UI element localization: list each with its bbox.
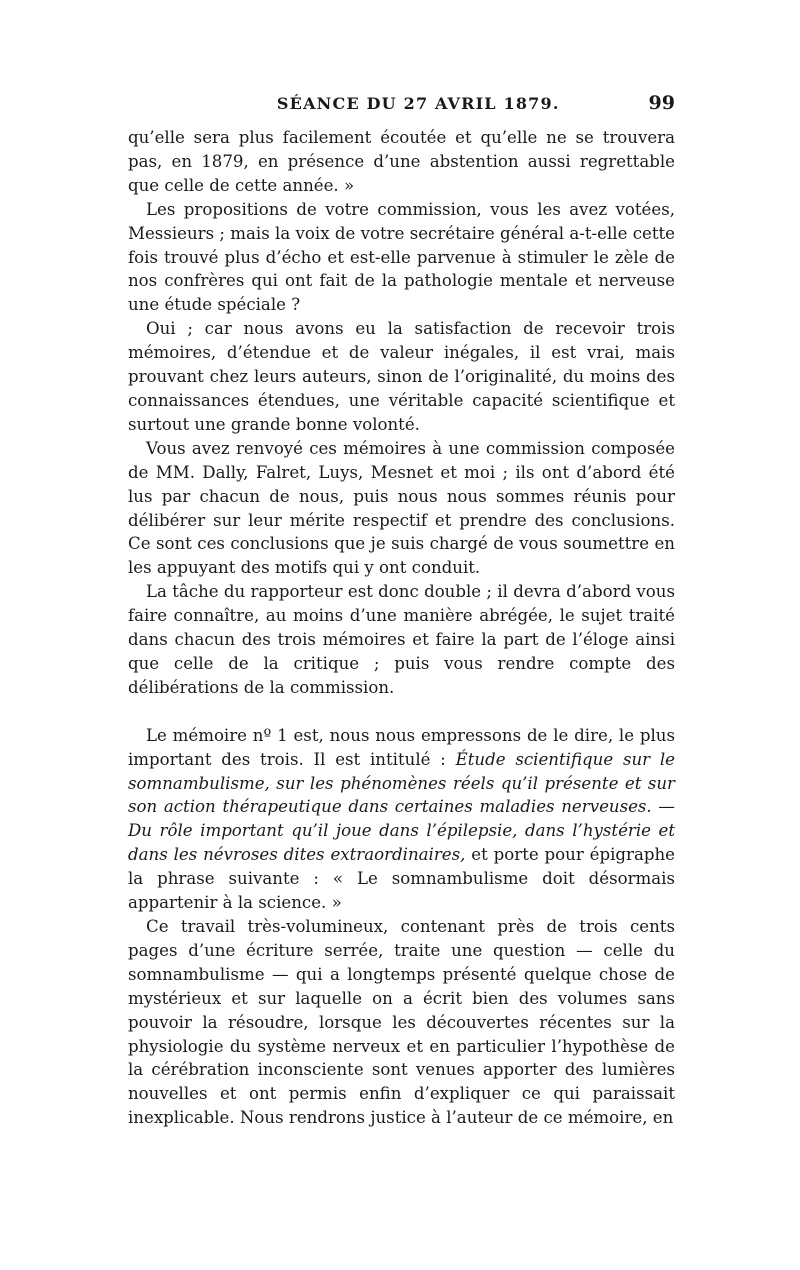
page-number: 99 <box>648 92 675 114</box>
page-header <box>128 92 675 122</box>
paragraph: Le mémoire nº 1 est, nous nous empressons de le dire, le plus important des trois. Il est intitulé : Étude scientifique sur le somnambulisme, sur les phénomènes réels qu’il présente et sur son action thérapeutique dans certaines maladies nerveuses. — Du rôle important qu’il joue dans l’épilepsie, dans l’hystérie et dans les névroses dites extraordinaires, et porte pour épigraphe la phrase suivante : « Le somnambulisme doit désormais appartenir à la science. » <box>128 725 675 913</box>
book-page <box>128 92 675 1130</box>
paragraph: La tâche du rapporteur est donc double ; il devra d’abord vous faire connaître, au moins d’une manière abrégée, le sujet traité dans chacun des trois mémoires et faire la part de l’éloge ainsi que celle de la critique ; puis vous rendre compte des délibérations de la commission. <box>128 582 675 697</box>
memoir-title-italic: Étude scientifique sur le somnambulisme, sur les phénomènes réels qu’il présente et sur son action thérapeutique dans certaines maladies nerveuses. — Du rôle important qu’il joue dans l’épilepsie, dans l’hystérie et dans les névroses dites extraordinaires, <box>128 749 675 865</box>
running-title: SÉANCE DU 27 AVRIL 1879. <box>276 94 560 113</box>
paragraph: qu’elle sera plus facilement écoutée et qu’elle ne se trouvera pas, en 1879, en présence d’une abstention aussi regrettable que celle de cette année. » <box>128 128 675 195</box>
paragraph: Ce travail très-volumineux, contenant près de trois cents pages d’une écriture serrée, traite une question — celle du somnambulisme — qui a longtemps présenté quelque chose de mystérieux et sur laquelle on a écrit bien des volumes sans pouvoir la résoudre, lorsque les découvertes récentes sur la physiologie du système nerveux et en particulier l’hypothèse de la cérébration inconsciente sont venues apporter des lumières nouvelles et ont permis enfin d’expliquer ce qui paraissait inexplicable. Nous rendrons justice à l’auteur de ce mémoire, en <box>128 917 675 1128</box>
paragraph: Vous avez renvoyé ces mémoires à une commission composée de MM. Dally, Falret, Luys, Mesnet et moi ; ils ont d’abord été lus par chacun de nous, puis nous nous sommes réunis pour délibérer sur leur mérite respectif et prendre des conclusions. Ce sont ces conclusions que je suis chargé de vous soumettre en les appuyant des motifs qui y ont conduit. <box>128 438 675 578</box>
paragraph: Oui ; car nous avons eu la satisfaction de recevoir trois mémoires, d’étendue et de valeur inégales, il est vrai, mais prouvant chez leurs auteurs, sinon de l’originalité, du moins des connaissances étendues, une véritable capacité scientifique et surtout une grande bonne volonté. <box>128 319 675 434</box>
page-body <box>128 126 675 1130</box>
paragraph: Les propositions de votre commission, vous les avez votées, Messieurs ; mais la voix de votre secrétaire général a-t-elle cette fois trouvé plus d’écho et est-elle parvenue à stimuler le zèle de nos confrères qui ont fait de la pathologie mentale et nerveuse une étude spéciale ? <box>128 199 675 315</box>
